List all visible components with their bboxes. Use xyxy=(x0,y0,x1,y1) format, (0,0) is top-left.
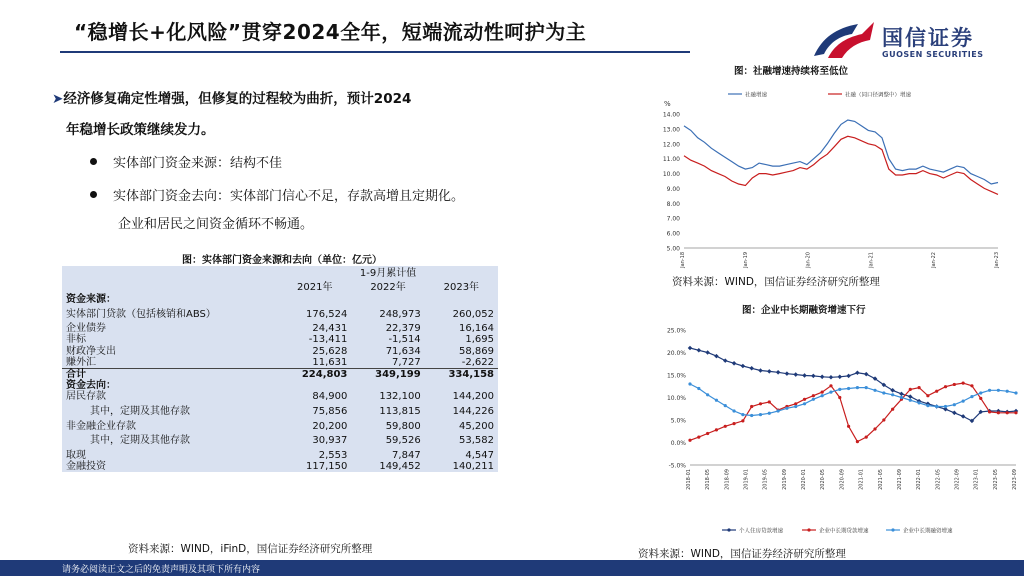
data-point xyxy=(785,371,790,376)
y-tick-label: 7.00 xyxy=(666,215,680,223)
bullet-text: 实体部门资金去向：实体部门信心不足，存款高增且定期化。 xyxy=(113,189,465,204)
row-label: 财政净支出 xyxy=(62,346,278,357)
table-cell: 20,200 xyxy=(278,421,351,432)
table-row xyxy=(62,432,498,450)
data-point xyxy=(705,350,710,355)
data-point xyxy=(768,412,771,415)
y-tick-label: 13.00 xyxy=(662,126,680,134)
data-point xyxy=(768,400,771,403)
logo-english-name: GUOSEN SECURITIES xyxy=(882,50,984,59)
logo-chinese-name: 国信证券 xyxy=(882,26,974,50)
data-point xyxy=(759,402,762,405)
x-tick-label: 2018-05 xyxy=(705,469,712,490)
data-point xyxy=(900,396,903,399)
data-point xyxy=(776,370,781,375)
row-label: 资金去向： xyxy=(62,380,278,391)
arrow-bullet-icon: ➤ xyxy=(52,91,64,107)
table-cell: 140,211 xyxy=(425,461,498,472)
chart-top-plot xyxy=(660,80,1010,272)
table-cell: 334,158 xyxy=(425,368,498,380)
table-row xyxy=(62,450,498,461)
bullet-dot-icon xyxy=(90,158,97,165)
data-point xyxy=(758,368,763,373)
data-point xyxy=(688,382,691,385)
data-point xyxy=(935,390,938,393)
x-tick-label: 2021-09 xyxy=(896,469,903,490)
row-label: 金融投资 xyxy=(62,461,278,472)
table-cell: 260,052 xyxy=(425,305,498,323)
y-tick-label: 20.0% xyxy=(666,350,686,357)
table-cell: 59,800 xyxy=(351,421,424,432)
table-cell: 7,847 xyxy=(351,450,424,461)
data-point xyxy=(899,392,904,397)
chart-bottom-plot xyxy=(660,322,1024,544)
data-point xyxy=(856,386,859,389)
table-cell: 248,973 xyxy=(351,305,424,323)
data-point xyxy=(811,374,816,379)
y-tick-label: 15.0% xyxy=(666,372,686,380)
key-point-line1: 经济修复确定性增强，但修复的过程较为曲折，预计2024 xyxy=(63,91,412,107)
data-point xyxy=(997,389,1000,392)
data-point xyxy=(882,391,885,394)
y-tick-label: 0.0% xyxy=(670,440,686,447)
x-tick-label: Jan-23 xyxy=(994,252,1000,268)
y-tick-label: 12.00 xyxy=(662,141,680,149)
data-point xyxy=(856,440,859,443)
table-row xyxy=(62,391,498,402)
logo-mark-icon xyxy=(812,20,878,62)
table-cell: 4,547 xyxy=(425,450,498,461)
data-point xyxy=(697,348,702,353)
table-cell xyxy=(425,294,498,305)
data-point xyxy=(838,375,843,380)
footer-bar xyxy=(0,560,1024,576)
legend-marker xyxy=(727,528,730,531)
bullet-item xyxy=(90,152,282,171)
data-point xyxy=(962,382,965,385)
table-cell: 24,431 xyxy=(278,323,351,334)
y-tick-label: 14.00 xyxy=(662,111,680,119)
table-cell: 349,199 xyxy=(351,368,424,380)
legend-label: 企业中长期融资增速 xyxy=(903,528,953,535)
row-label: 其中，定期及其他存款 xyxy=(62,403,278,421)
table-row xyxy=(62,421,498,432)
data-point xyxy=(855,370,860,375)
chart-bottom-title: 图：企业中长期融资增速下行 xyxy=(742,305,866,316)
data-point xyxy=(847,387,850,390)
data-point xyxy=(873,389,876,392)
data-point xyxy=(741,413,744,416)
data-point xyxy=(970,395,973,398)
legend-label: 社融（同口径调整中）增速 xyxy=(845,92,912,99)
table-cell: 144,200 xyxy=(425,391,498,402)
data-point xyxy=(802,373,807,378)
data-point xyxy=(785,407,788,410)
y-tick-label: 11.00 xyxy=(662,156,680,164)
data-point xyxy=(926,394,929,397)
data-point xyxy=(847,425,850,428)
data-point xyxy=(732,422,735,425)
data-point xyxy=(1006,390,1009,393)
disclaimer-text: 请务必阅读正文之后的免责声明及其项下所有内容 xyxy=(62,565,261,575)
data-point xyxy=(749,366,754,371)
y-tick-label: 25.0% xyxy=(666,327,686,335)
chart-top-source: 资料来源：WIND，国信证券经济研究所整理 xyxy=(672,276,880,288)
legend-label: 个人住房贷款增速 xyxy=(739,528,784,535)
data-point xyxy=(864,372,869,377)
data-point xyxy=(829,384,832,387)
data-point xyxy=(759,413,762,416)
table-cell: 144,226 xyxy=(425,403,498,421)
table-row xyxy=(62,323,498,334)
data-point xyxy=(979,391,982,394)
legend-marker xyxy=(891,528,894,531)
data-point xyxy=(970,384,973,387)
series-line xyxy=(684,136,998,194)
x-tick-label: 2023-09 xyxy=(1012,469,1018,490)
legend-marker xyxy=(807,528,810,531)
table-row xyxy=(62,305,498,323)
table-year-header: 2021年 xyxy=(278,280,351,294)
data-point xyxy=(829,375,834,380)
series-line xyxy=(690,384,1016,416)
x-tick-label: 2019-09 xyxy=(781,469,788,490)
x-tick-label: Jan-22 xyxy=(931,252,938,268)
y-tick-label: 5.0% xyxy=(670,417,686,425)
data-point xyxy=(750,405,753,408)
table-cell: 53,582 xyxy=(425,432,498,450)
y-tick-label: 9.00 xyxy=(666,185,680,193)
row-label: 非标 xyxy=(62,334,278,345)
table-cell: 1,695 xyxy=(425,334,498,345)
data-point xyxy=(909,388,912,391)
bullet-text: 实体部门资金来源：结构不佳 xyxy=(113,156,283,171)
x-tick-label: 2023-05 xyxy=(992,469,999,490)
table-row xyxy=(62,380,498,391)
bullet-item xyxy=(90,185,464,204)
key-point-line2: 年稳增长政策继续发力。 xyxy=(66,122,215,138)
data-point xyxy=(953,383,956,386)
x-tick-label: 2023-01 xyxy=(973,469,980,490)
table-cell xyxy=(351,380,424,391)
data-point xyxy=(838,388,841,391)
table-source: 资料来源：WIND，iFinD，国信证券经济研究所整理 xyxy=(128,543,373,555)
table-cell: -13,411 xyxy=(278,334,351,345)
key-point xyxy=(52,87,411,107)
data-point xyxy=(732,361,737,366)
y-tick-label: 10.0% xyxy=(666,395,686,402)
y-tick-label: 6.00 xyxy=(666,230,680,238)
data-point xyxy=(688,346,693,351)
data-point xyxy=(988,410,991,413)
legend-label: 社融增速 xyxy=(745,92,768,99)
x-tick-label: Jan-21 xyxy=(868,252,875,268)
x-tick-label: 2019-05 xyxy=(762,469,769,490)
data-point xyxy=(741,419,744,422)
row-label: 企业债券 xyxy=(62,323,278,334)
page-title: “稳增长+化风险”贯穿2024全年，短端流动性呵护为主 xyxy=(74,20,587,44)
table-row xyxy=(62,346,498,357)
data-point xyxy=(793,372,798,377)
table-cell: 117,150 xyxy=(278,461,351,472)
data-point xyxy=(829,391,832,394)
title-underline xyxy=(60,51,690,53)
data-point xyxy=(882,418,885,421)
x-tick-label: 2022-09 xyxy=(954,469,961,490)
x-tick-label: Jan-19 xyxy=(742,252,749,268)
data-point xyxy=(997,411,1000,414)
data-point xyxy=(962,400,965,403)
table-cell: 7,727 xyxy=(351,357,424,369)
data-point xyxy=(846,374,851,379)
data-point xyxy=(714,354,719,359)
table-row xyxy=(62,403,498,421)
table-cell: 2,553 xyxy=(278,450,351,461)
data-point xyxy=(944,405,947,408)
row-label: 取现 xyxy=(62,450,278,461)
table-header-row xyxy=(62,266,498,280)
x-tick-label: 2020-09 xyxy=(839,469,846,490)
table-row xyxy=(62,294,498,305)
table-row xyxy=(62,334,498,345)
table-cell: 224,803 xyxy=(278,368,351,380)
x-tick-label: Jan-18 xyxy=(680,252,686,268)
x-tick-label: 2018-09 xyxy=(724,469,731,490)
row-label: 居民存款 xyxy=(62,391,278,402)
table-cell: 75,856 xyxy=(278,403,351,421)
data-point xyxy=(803,398,806,401)
y-tick-label: 5.00 xyxy=(666,245,680,253)
data-point xyxy=(961,414,966,419)
row-label: 实体部门贷款（包括核销和ABS） xyxy=(62,305,278,323)
table-group-header: 1-9月累计值 xyxy=(278,266,498,280)
data-point xyxy=(952,411,957,416)
data-point xyxy=(724,425,727,428)
data-point xyxy=(821,394,824,397)
row-label: 非金融企业存款 xyxy=(62,421,278,432)
legend-label: 企业中长期贷款增速 xyxy=(819,528,869,535)
data-point xyxy=(750,414,753,417)
table-cell: 58,869 xyxy=(425,346,498,357)
data-point xyxy=(706,393,709,396)
table-cell: 30,937 xyxy=(278,432,351,450)
table-cell: -2,622 xyxy=(425,357,498,369)
table-cell xyxy=(425,380,498,391)
data-point xyxy=(697,436,700,439)
y-tick-label: -5.0% xyxy=(668,462,686,470)
company-logo xyxy=(812,20,1012,62)
data-point xyxy=(865,386,868,389)
table-cell: 11,631 xyxy=(278,357,351,369)
table-cell: 84,900 xyxy=(278,391,351,402)
table-cell: 176,524 xyxy=(278,305,351,323)
y-tick-label: 10.00 xyxy=(662,171,680,179)
table-cell: 45,200 xyxy=(425,421,498,432)
data-point xyxy=(732,409,735,412)
data-point xyxy=(723,358,728,363)
table-cell: 132,100 xyxy=(351,391,424,402)
data-point xyxy=(803,402,806,405)
table-row xyxy=(62,461,498,472)
data-point xyxy=(873,427,876,430)
y-axis-label: % xyxy=(664,100,671,108)
data-point xyxy=(917,386,920,389)
table-cell: 16,164 xyxy=(425,323,498,334)
row-label: 赚外汇 xyxy=(62,357,278,369)
x-tick-label: 2021-01 xyxy=(858,469,865,490)
data-point xyxy=(908,394,913,399)
data-point xyxy=(706,432,709,435)
data-point xyxy=(865,436,868,439)
table-year-header: 2022年 xyxy=(351,280,424,294)
data-point xyxy=(979,397,982,400)
x-tick-label: 2019-01 xyxy=(743,469,750,490)
x-tick-label: 2018-01 xyxy=(686,469,692,490)
table-title: 图：实体部门资金来源和去向（单位：亿元） xyxy=(182,255,382,266)
data-point xyxy=(812,398,815,401)
data-point xyxy=(820,375,825,380)
data-point xyxy=(891,408,894,411)
data-point xyxy=(767,369,772,374)
funds-table xyxy=(62,266,498,472)
x-tick-label: 2021-05 xyxy=(877,469,884,490)
table-cell: 71,634 xyxy=(351,346,424,357)
data-point xyxy=(697,387,700,390)
table-row xyxy=(62,357,498,369)
chart-bottom-source: 资料来源：WIND，国信证券经济研究所整理 xyxy=(638,548,846,560)
table-cell xyxy=(278,380,351,391)
data-point xyxy=(926,404,929,407)
y-tick-label: 8.00 xyxy=(666,200,680,208)
data-point xyxy=(715,399,718,402)
chart-top-title: 图：社融增速持续将至低位 xyxy=(734,66,849,77)
data-point xyxy=(777,409,780,412)
x-tick-label: 2022-01 xyxy=(916,469,923,490)
data-point xyxy=(794,405,797,408)
data-point xyxy=(917,401,920,404)
data-point xyxy=(909,399,912,402)
data-point xyxy=(688,439,691,442)
table-cell xyxy=(278,294,351,305)
table-cell: 149,452 xyxy=(351,461,424,472)
row-label: 其中，定期及其他存款 xyxy=(62,432,278,450)
x-tick-label: Jan-20 xyxy=(805,252,812,268)
data-point xyxy=(1014,411,1017,414)
bullet-dot-icon xyxy=(90,191,97,198)
table-row xyxy=(62,368,498,380)
x-tick-label: 2020-05 xyxy=(820,469,827,490)
table-cell: -1,514 xyxy=(351,334,424,345)
bullet-continuation: 企业和居民之间资金循环不畅通。 xyxy=(118,217,314,232)
table-cell: 25,628 xyxy=(278,346,351,357)
data-point xyxy=(838,396,841,399)
row-label: 资金来源： xyxy=(62,294,278,305)
data-point xyxy=(715,428,718,431)
data-point xyxy=(812,394,815,397)
table-header-row xyxy=(62,280,498,294)
x-tick-label: 2020-01 xyxy=(801,469,808,490)
data-point xyxy=(944,385,947,388)
data-point xyxy=(935,405,938,408)
table-cell xyxy=(351,294,424,305)
data-point xyxy=(821,391,824,394)
table-cell: 113,815 xyxy=(351,403,424,421)
data-point xyxy=(741,364,746,369)
table-cell: 22,379 xyxy=(351,323,424,334)
data-point xyxy=(1006,411,1009,414)
data-point xyxy=(1014,391,1017,394)
data-point xyxy=(891,393,894,396)
table-cell: 59,526 xyxy=(351,432,424,450)
table-year-header: 2023年 xyxy=(425,280,498,294)
x-tick-label: 2022-05 xyxy=(935,469,942,490)
row-label: 合计 xyxy=(62,368,278,380)
data-point xyxy=(953,403,956,406)
data-point xyxy=(988,389,991,392)
data-point xyxy=(724,404,727,407)
